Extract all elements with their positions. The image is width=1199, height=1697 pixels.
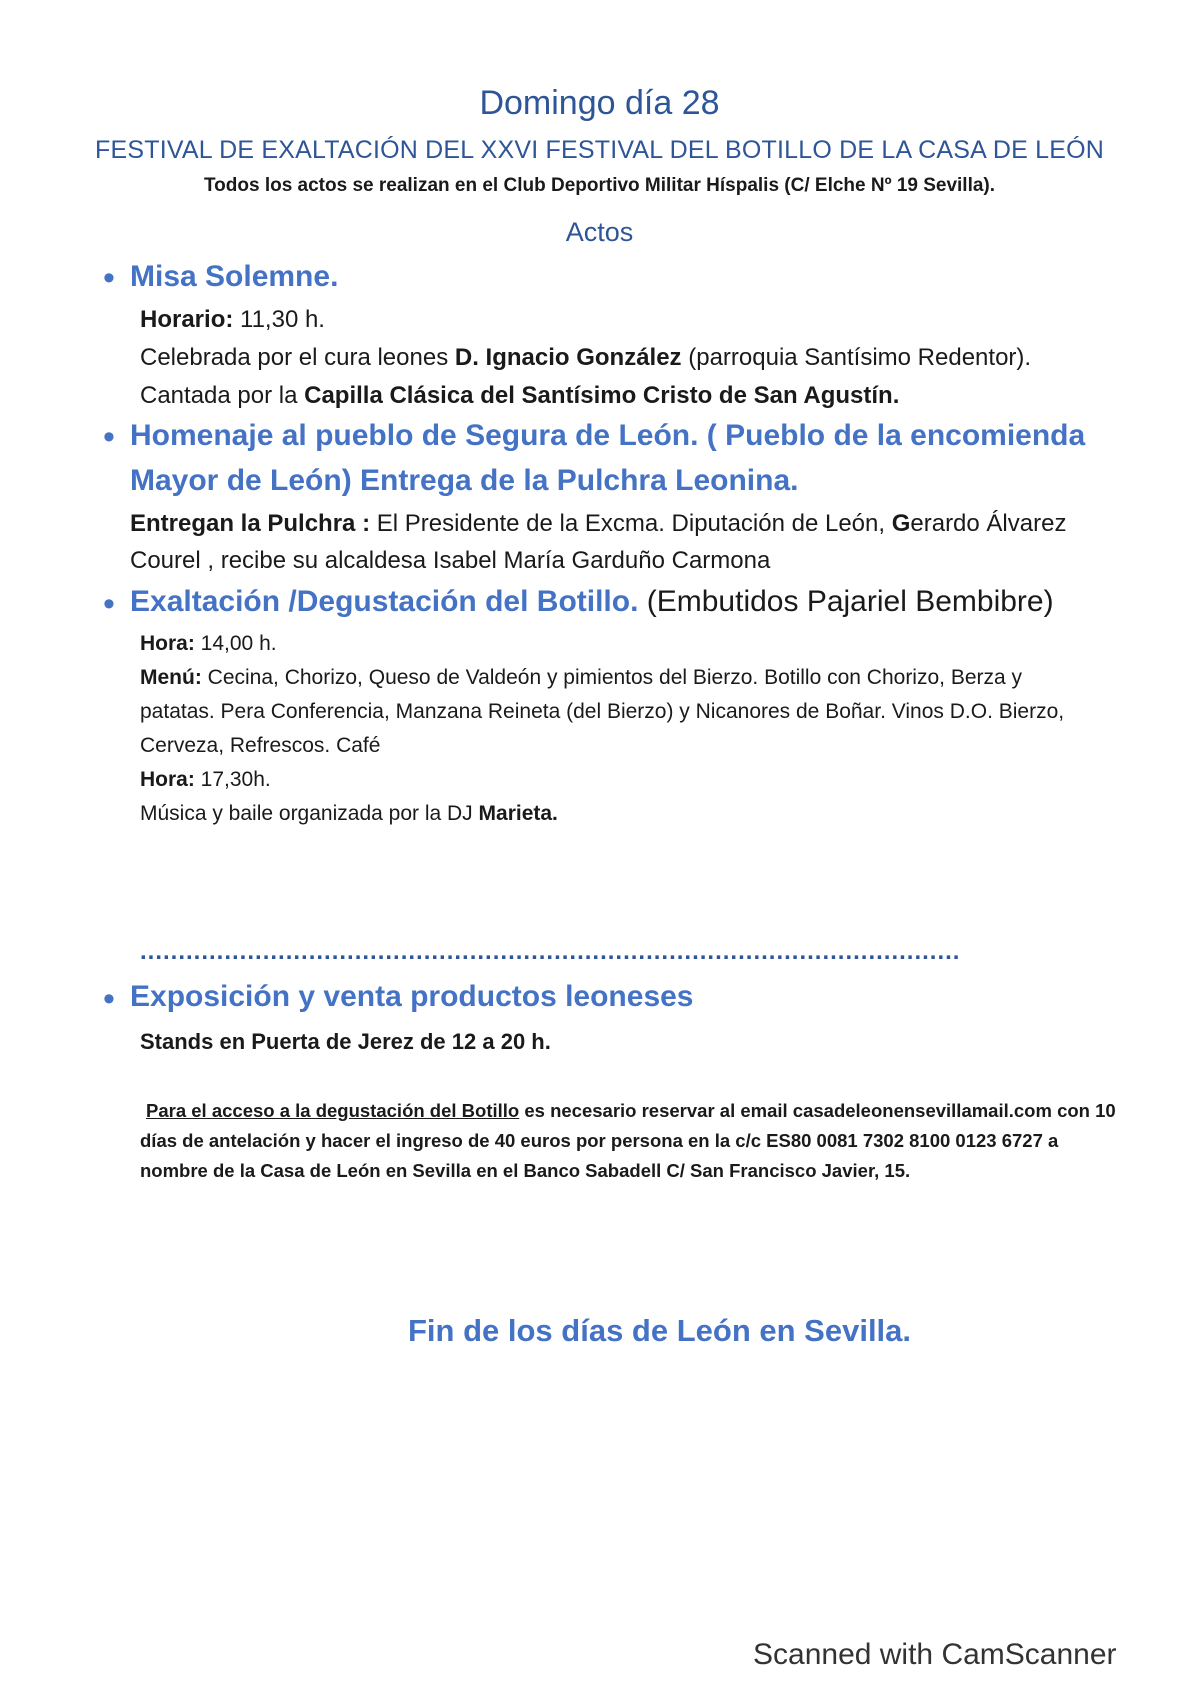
cantada-choir: Capilla Clásica del Santísimo Cristo de San Agustín. [304, 382, 900, 409]
nota-line2: días de antelación y hacer el ingreso de 40 euros por persona en la c/c ES80 0081 7302 8100 0123 6727 a [140, 1130, 1059, 1151]
nota-text: es necesario reservar al email casadeleonensevillamail.com con 10 [519, 1100, 1116, 1121]
misa-cantada [140, 382, 899, 410]
homenaje-entregan [130, 510, 1066, 538]
musica-text: Música y baile organizada por la DJ [140, 802, 479, 825]
hora2-value: 17,30h. [194, 768, 271, 791]
hora1-value: 14,00 h. [194, 632, 277, 655]
celebrada-text: Celebrada por el cura leones [140, 344, 455, 371]
homenaje-entregan-line2: Courel , recibe su alcaldesa Isabel María Garduño Carmona [130, 547, 771, 574]
musica-line [140, 802, 558, 826]
entregan-name: erardo Álvarez [910, 510, 1067, 537]
hora1-label: Hora: [140, 632, 195, 655]
bullet-icon: • [103, 418, 115, 456]
exaltacion-sponsor: (Embutidos Pajariel Bembibre) [638, 585, 1054, 618]
nota-line1 [146, 1100, 1116, 1122]
exaltacion-heading [130, 585, 1054, 619]
section-heading-actos: Actos [565, 217, 634, 247]
homenaje-heading-line1: Homenaje al pueblo de Segura de León. ( Pueblo de la encomienda [130, 419, 1086, 452]
exposicion-heading: Exposición y venta productos leoneses [130, 980, 694, 1013]
entregan-text: El Presidente de la Excma. Diputación de León, [370, 510, 892, 537]
misa-heading: Misa Solemne. [130, 260, 339, 293]
exaltacion-title: Exaltación /Degustación del Botillo. [130, 585, 639, 618]
exaltacion-hora1 [140, 632, 277, 656]
nota-line3: nombre de la Casa de León en Sevilla en el Banco Sabadell C/ San Francisco Javier, 15. [140, 1160, 911, 1181]
misa-celebrada [140, 344, 1031, 372]
bullet-icon: • [103, 585, 115, 623]
entregan-label: Entregan la Pulchra : [130, 510, 371, 537]
celebrada-parish: (parroquia Santísimo Redentor). [681, 344, 1032, 371]
exaltacion-hora2 [140, 768, 271, 792]
horario-value: 11,30 h. [233, 306, 325, 333]
bullet-icon: • [103, 259, 115, 297]
nota-underlined: Para el acceso a la degustación del Botillo [146, 1100, 520, 1121]
hora2-label: Hora: [140, 768, 195, 791]
musica-dj: Marieta. [478, 802, 558, 825]
dotted-separator: ........................................................................................................... [140, 938, 961, 965]
menu-text: Cecina, Chorizo, Queso de Valdeón y pimientos del Bierzo. Botillo con Chorizo, Berza y [201, 666, 1023, 689]
menu-label: Menú: [140, 666, 202, 689]
misa-horario [140, 306, 325, 334]
bullet-icon: • [103, 980, 115, 1018]
menu-line1 [140, 666, 1022, 690]
page-title: Domingo día 28 [479, 84, 720, 122]
location-note: Todos los actos se realizan en el Club Deportivo Militar Híspalis (C/ Elche Nº 19 Sevilla). [203, 175, 996, 196]
menu-line3: Cerveza, Refrescos. Café [140, 734, 381, 757]
horario-label: Horario: [140, 306, 234, 333]
celebrada-priest: D. Ignacio González [454, 344, 682, 371]
camscanner-watermark: Scanned with CamScanner [753, 1638, 1117, 1671]
menu-line2: patatas. Pera Conferencia, Manzana Reineta (del Bierzo) y Nicanores de Boñar. Vinos D.O. Bierzo, [140, 700, 1065, 723]
entregan-initial: G [891, 510, 911, 537]
cantada-text: Cantada por la [140, 382, 305, 409]
homenaje-heading-line2: Mayor de León) Entrega de la Pulchra Leonina. [130, 464, 799, 497]
exposicion-stands: Stands en Puerta de Jerez de 12 a 20 h. [140, 1029, 551, 1054]
page-subtitle: FESTIVAL DE EXALTACIÓN DEL XXVI FESTIVAL DEL BOTILLO DE LA CASA DE LEÓN [95, 136, 1104, 164]
closing-line: Fin de los días de León en Sevilla. [408, 1313, 912, 1348]
